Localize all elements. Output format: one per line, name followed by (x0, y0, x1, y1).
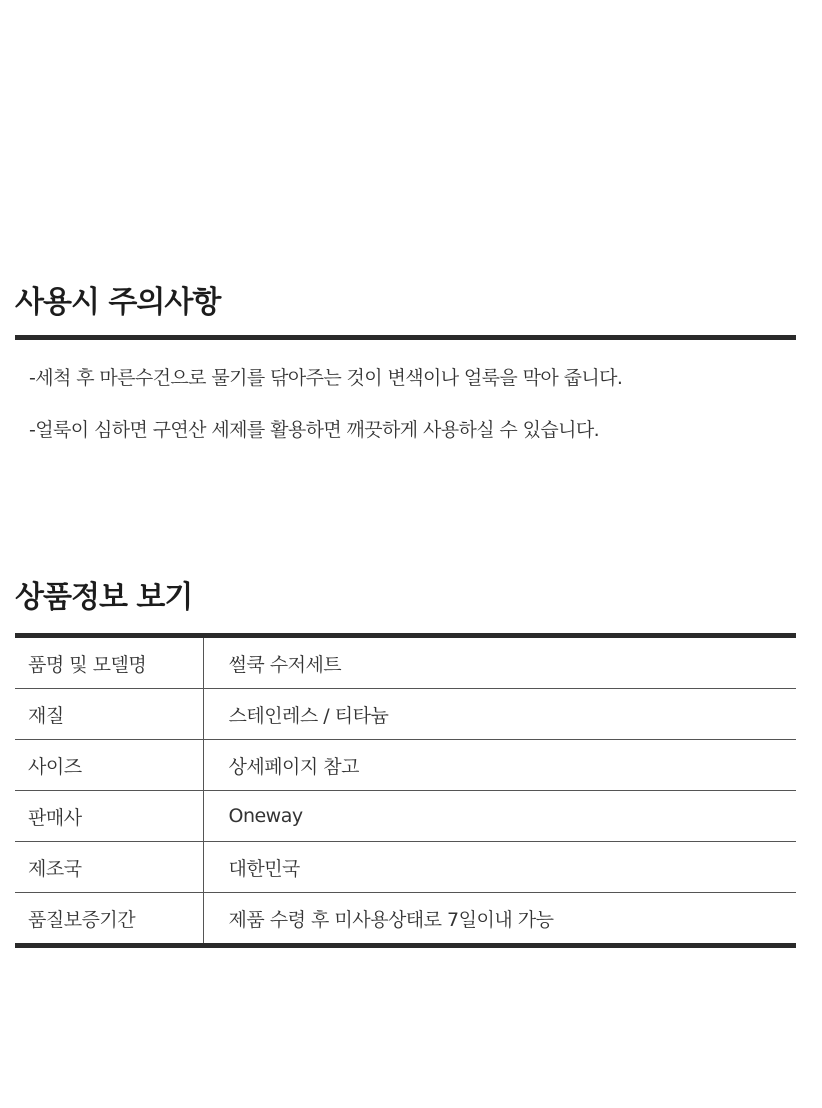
row-value: Oneway (203, 791, 796, 842)
row-value: 대한민국 (203, 842, 796, 893)
caution-note: -얼룩이 심하면 구연산 세제를 활용하면 깨끗하게 사용하실 수 있습니다. (29, 419, 600, 441)
product-info-section (15, 578, 796, 948)
caution-divider (15, 335, 796, 340)
row-label: 제조국 (15, 842, 203, 893)
row-value: 상세페이지 참고 (203, 740, 796, 791)
table-row (15, 791, 796, 842)
table-row (15, 842, 796, 893)
row-label: 재질 (15, 689, 203, 740)
caution-note: -세척 후 마른수건으로 물기를 닦아주는 것이 변색이나 얼룩을 막아 줍니다. (29, 367, 623, 389)
table-row (15, 636, 796, 689)
caution-notes-list (15, 365, 796, 443)
row-value: 썰쿡 수저세트 (228, 653, 342, 676)
row-value: 스테인레스 / 티타늄 (203, 689, 796, 740)
caution-section (15, 283, 796, 443)
product-info-table (15, 633, 796, 948)
row-label: 품명 및 모델명 (15, 636, 203, 689)
caution-title: 사용시 주의사항 (15, 285, 221, 320)
row-value: 제품 수령 후 미사용상태로 7일이내 가능 (203, 893, 796, 946)
table-row (15, 740, 796, 791)
row-label: 사이즈 (15, 740, 203, 791)
table-row (15, 893, 796, 946)
table-row (15, 689, 796, 740)
product-info-title: 상품정보 보기 (15, 580, 193, 615)
row-label: 품질보증기간 (15, 893, 203, 946)
row-label: 판매사 (15, 791, 203, 842)
